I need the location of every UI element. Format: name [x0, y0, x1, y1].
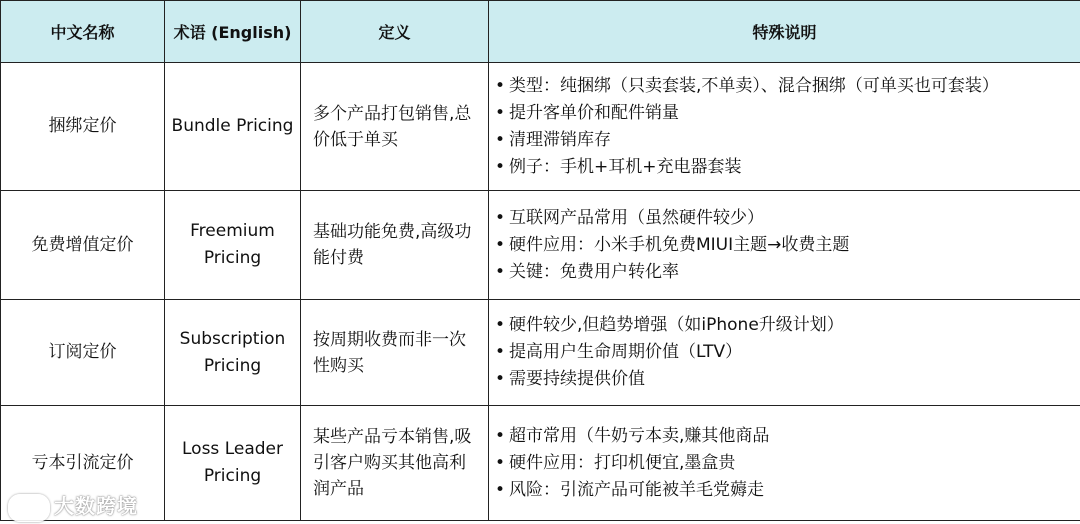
cell-notes [489, 191, 1080, 300]
cell-notes [489, 300, 1080, 406]
note-text: 超市常用（牛奶亏本卖,赚其他商品 [509, 425, 770, 446]
list-item: • 提升客单价和配件销量 [495, 102, 679, 123]
table-row [1, 63, 1080, 191]
list-item: • 关键：免费用户转化率 [495, 261, 679, 282]
list-item: • 互联网产品常用（虽然硬件较少） [495, 207, 764, 228]
watermark-logo-icon [8, 494, 50, 522]
cell-notes [489, 406, 1080, 521]
cell-name: 免费增值定价 [1, 191, 165, 300]
cell-term: Subscription Pricing [165, 300, 301, 406]
table-row [1, 191, 1080, 300]
cell-notes [489, 63, 1080, 191]
header-row [1, 1, 1080, 63]
list-item: • 提高用户生命周期价值（LTV） [495, 342, 743, 362]
cell-term: Bundle Pricing [165, 63, 301, 191]
cell-definition: 基础功能免费,高级功能付费 [301, 191, 489, 300]
list-item: • 风险：引流产品可能被羊毛党薅走 [495, 479, 764, 500]
cell-definition: 按周期收费而非一次性购买 [301, 300, 489, 406]
list-item: • 清理滞销库存 [495, 129, 611, 150]
header-definition: 定义 [301, 1, 489, 63]
cell-definition: 某些产品亏本销售,吸引客户购买其他高利润产品 [301, 406, 489, 521]
watermark [8, 490, 138, 522]
list-item: • 硬件应用：打印机便宜,墨盒贵 [495, 452, 736, 473]
table-row [1, 300, 1080, 406]
list-item: • 例子：手机+耳机+充电器套装 [495, 156, 742, 177]
notes-list [495, 312, 1074, 393]
note-text: 清理滞销库存 [509, 129, 611, 150]
note-text: 互联网产品常用（虽然硬件较少） [509, 207, 764, 228]
list-item: • 需要持续提供价值 [495, 369, 645, 389]
notes-list [495, 423, 1074, 504]
cell-name: 捆绑定价 [1, 63, 165, 191]
cell-term: Loss Leader Pricing [165, 406, 301, 521]
note-text: 硬件应用：打印机便宜,墨盒贵 [509, 452, 736, 473]
table-row [1, 406, 1080, 521]
note-text: 需要持续提供价值 [509, 369, 645, 389]
header-term: 术语 (English) [165, 1, 301, 63]
notes-list [495, 73, 1074, 181]
header-notes: 特殊说明 [489, 1, 1080, 63]
note-text: 例子：手机+耳机+充电器套装 [509, 156, 742, 177]
notes-list [495, 205, 1074, 286]
note-text: 硬件应用：小米手机免费MIUI主题→收费主题 [509, 234, 850, 255]
list-item: • 硬件应用：小米手机免费MIUI主题→收费主题 [495, 234, 850, 255]
list-item: • 硬件较少,但趋势增强（如iPhone升级计划） [495, 315, 844, 335]
note-text: 提升客单价和配件销量 [509, 102, 679, 123]
note-text: 硬件较少,但趋势增强（如iPhone升级计划） [509, 315, 844, 335]
cell-definition: 多个产品打包销售,总价低于单买 [301, 63, 489, 191]
note-text: 风险：引流产品可能被羊毛党薅走 [509, 479, 764, 500]
list-item: • 超市常用（牛奶亏本卖,赚其他商品 [495, 425, 770, 446]
note-text: 关键：免费用户转化率 [509, 261, 679, 282]
list-item: • 类型：纯捆绑（只卖套装,不单卖）、混合捆绑（可单买也可套装） [495, 75, 999, 96]
cell-term: Freemium Pricing [165, 191, 301, 300]
note-text: 提高用户生命周期价值（LTV） [509, 342, 743, 362]
cell-name: 亏本引流定价 [1, 406, 165, 521]
cell-name: 订阅定价 [1, 300, 165, 406]
header-chinese-name: 中文名称 [1, 1, 165, 63]
note-text: 类型：纯捆绑（只卖套装,不单卖）、混合捆绑（可单买也可套装） [509, 75, 999, 96]
watermark-text: 大数跨境 [54, 494, 138, 518]
